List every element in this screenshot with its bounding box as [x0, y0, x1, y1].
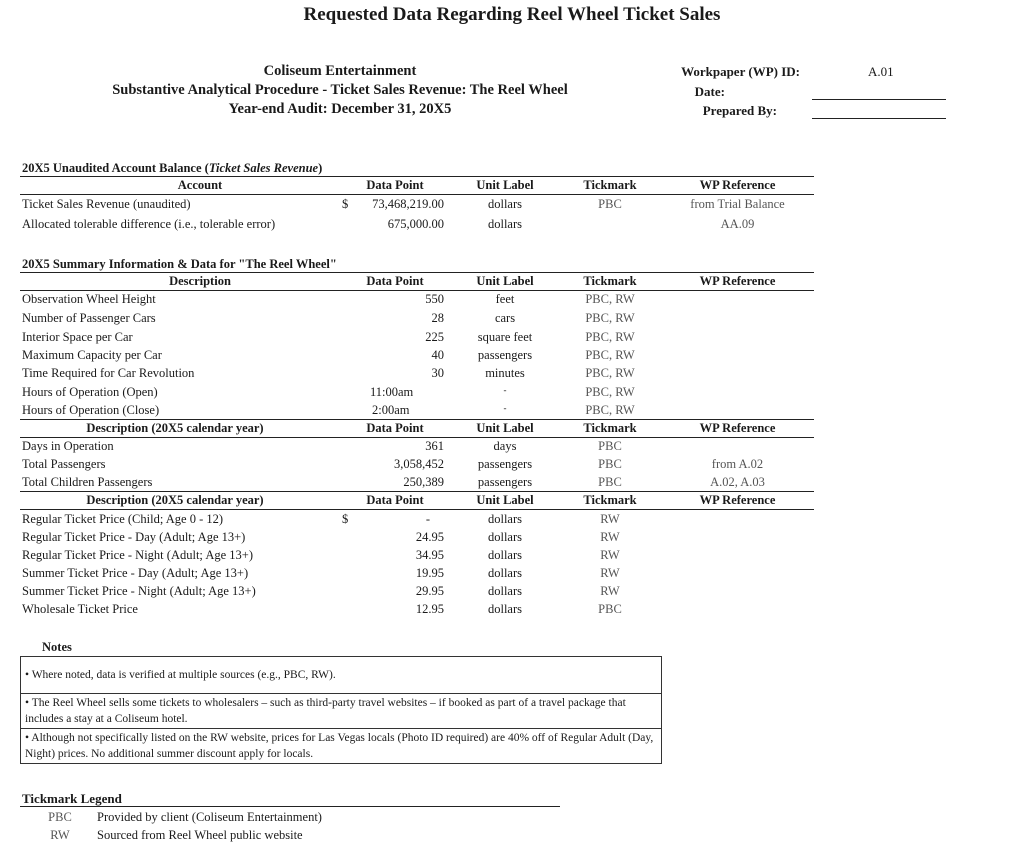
date-label: Date:	[694, 84, 725, 99]
s2-header-desc: Description	[169, 274, 231, 288]
table-row-desc: Interior Space per Car	[22, 330, 133, 344]
s4-header-wp: WP Reference	[699, 493, 776, 507]
table-row-data: 40	[431, 348, 444, 362]
table-row-desc: Number of Passenger Cars	[22, 311, 156, 325]
table-row-data: 11:00am	[370, 385, 414, 399]
table-row-unit: dollars	[487, 602, 523, 616]
table-row-wp: A.02, A.03	[710, 475, 765, 489]
legend-code: PBC	[48, 810, 72, 824]
table-row-data: 250,389	[403, 475, 444, 489]
table-row-tick: PBC, RW	[585, 330, 635, 344]
table-row-tick: RW	[600, 548, 620, 562]
audit-title: Year-end Audit: December 31, 20X5	[228, 101, 452, 117]
table-row-unit: -	[503, 403, 507, 413]
legend-desc: Sourced from Reel Wheel public website	[97, 828, 303, 842]
table-row-tick: RW	[600, 584, 620, 598]
table-row-tick: PBC, RW	[585, 366, 635, 380]
table-row-tick: PBC, RW	[585, 348, 635, 362]
s1-header-tick: Tickmark	[583, 178, 637, 192]
table-row-desc: Observation Wheel Height	[22, 292, 156, 306]
table-row-data: 361	[425, 439, 444, 453]
notes-title: Notes	[42, 640, 72, 654]
legend-code: RW	[50, 828, 70, 842]
table-row-tick: RW	[600, 512, 620, 526]
s4-header-data: Data Point	[366, 493, 424, 507]
currency-symbol: $	[342, 197, 349, 211]
table-row-data: 550	[425, 292, 444, 306]
legend-title: Tickmark Legend	[22, 791, 122, 806]
company-name: Coliseum Entertainment	[263, 63, 417, 79]
s1-header-data: Data Point	[366, 178, 424, 192]
notes-box	[20, 656, 662, 764]
table-row-unit: dollars	[487, 566, 523, 580]
table-row-tick: PBC, RW	[585, 403, 635, 417]
section1-title: 20X5 Unaudited Account Balance (Ticket Sales Revenue)	[22, 161, 323, 175]
table-row-unit: passengers	[477, 348, 533, 362]
wp-id-label: Workpaper (WP) ID:	[681, 64, 800, 79]
note-item: • Although not specifically listed on the RW website, prices for Las Vegas locals (Photo ID required) are 40% off of Regular Adult (Day, Night) prices. No additional summer discount apply for locals.	[25, 732, 654, 760]
table-row-desc: Total Passengers	[22, 457, 106, 471]
section2-title: 20X5 Summary Information & Data for "The Reel Wheel"	[22, 257, 337, 271]
legend-desc: Provided by client (Coliseum Entertainment)	[97, 810, 322, 824]
table-row-desc: Time Required for Car Revolution	[22, 366, 195, 380]
table-row-unit: dollars	[487, 217, 523, 231]
table-row-data: 30	[431, 366, 444, 380]
table-row-tick: PBC, RW	[585, 292, 635, 306]
table-row-data: 24.95	[415, 530, 444, 544]
table-row-desc: Hours of Operation (Open)	[22, 385, 158, 399]
procedure-title: Substantive Analytical Procedure - Ticket Sales Revenue: The Reel Wheel	[112, 82, 568, 98]
table-row-desc: Regular Ticket Price - Day (Adult; Age 13+)	[22, 530, 246, 544]
table-row-unit: passengers	[477, 475, 533, 489]
s1-header-unit: Unit Label	[476, 178, 534, 192]
s1-header-account: Account	[177, 178, 223, 192]
table-row-unit: days	[493, 439, 517, 453]
table-row-data: 3,058,452	[394, 457, 444, 471]
table-row-tick: PBC, RW	[585, 385, 635, 399]
table-row-desc: Summer Ticket Price - Day (Adult; Age 13+)	[22, 566, 249, 580]
table-row-data: 29.95	[415, 584, 444, 598]
table-row-unit: -	[503, 385, 507, 395]
table-row-unit: dollars	[487, 512, 523, 526]
s2-header-tick: Tickmark	[583, 274, 637, 288]
s4-header-tick: Tickmark	[583, 493, 637, 507]
table-row-data: 73,468,219.00	[372, 197, 444, 211]
table-row-wp: AA.09	[720, 217, 755, 231]
table-row-tick: RW	[600, 566, 620, 580]
table-row-desc: Regular Ticket Price - Night (Adult; Age 13+)	[22, 548, 253, 562]
s3-header-tick: Tickmark	[583, 421, 637, 435]
note-item: • The Reel Wheel sells some tickets to wholesalers – such as third-party travel websites – if booked as part of a travel package that includes a stay at a Coliseum hotel.	[21, 694, 661, 729]
page-title: Requested Data Regarding Reel Wheel Ticket Sales	[303, 4, 721, 25]
table-row-desc: Days in Operation	[22, 439, 114, 453]
table-row-tick: PBC	[598, 602, 622, 616]
table-row-tick: RW	[600, 530, 620, 544]
s2-header-wp: WP Reference	[699, 274, 776, 288]
table-row-unit: dollars	[487, 530, 523, 544]
table-row-unit: dollars	[487, 584, 523, 598]
table-row-desc: Hours of Operation (Close)	[22, 403, 160, 417]
table-row-unit: feet	[495, 292, 515, 306]
table-row-tick: PBC, RW	[585, 311, 635, 325]
table-row-tick: PBC	[598, 475, 622, 489]
table-row-wp: from A.02	[711, 457, 764, 471]
table-row-desc: Maximum Capacity per Car	[22, 348, 162, 362]
table-row-data: 19.95	[415, 566, 444, 580]
date-field[interactable]	[812, 99, 946, 100]
table-row-unit: minutes	[485, 366, 525, 380]
s4-header-desc: Description (20X5 calendar year)	[86, 493, 264, 507]
table-row-tick: PBC	[598, 457, 622, 471]
s3-header-unit: Unit Label	[476, 421, 534, 435]
table-row-tick: PBC	[598, 439, 622, 453]
s3-header-wp: WP Reference	[699, 421, 776, 435]
table-row-data: 2:00am	[372, 403, 410, 417]
table-row-desc: Wholesale Ticket Price	[22, 602, 138, 616]
table-row-desc: Total Children Passengers	[22, 475, 153, 489]
table-row-desc: Allocated tolerable difference (i.e., tolerable error)	[22, 217, 276, 231]
table-row-unit: dollars	[487, 548, 523, 562]
note-item: • Where noted, data is verified at multiple sources (e.g., PBC, RW).	[21, 657, 661, 694]
wp-id-value: A.01	[868, 64, 894, 79]
table-row-unit: cars	[494, 311, 516, 325]
s4-header-unit: Unit Label	[476, 493, 534, 507]
table-row-data: 12.95	[415, 602, 444, 616]
s2-header-data: Data Point	[366, 274, 424, 288]
table-row-unit: square feet	[477, 330, 533, 344]
table-row-unit: passengers	[477, 457, 533, 471]
table-row-tick: PBC	[598, 197, 622, 211]
table-row-desc: Regular Ticket Price (Child; Age 0 - 12)	[22, 512, 224, 526]
table-row-desc: Summer Ticket Price - Night (Adult; Age 13+)	[22, 584, 256, 598]
s3-header-desc: Description (20X5 calendar year)	[86, 421, 264, 435]
currency-symbol: $	[342, 512, 349, 526]
table-row-data: 28	[431, 311, 444, 325]
table-row-unit: dollars	[487, 197, 523, 211]
s2-header-unit: Unit Label	[476, 274, 534, 288]
prepared-by-field[interactable]	[812, 118, 946, 119]
table-row-wp: from Trial Balance	[690, 197, 785, 211]
table-row-data: 34.95	[415, 548, 444, 562]
table-row-data: 675,000.00	[387, 217, 444, 231]
table-row-desc: Ticket Sales Revenue (unaudited)	[22, 197, 191, 211]
s3-header-data: Data Point	[366, 421, 424, 435]
table-row-data: 225	[425, 330, 444, 344]
prepared-by-label: Prepared By:	[702, 103, 777, 118]
table-row-data: -	[425, 512, 430, 526]
s1-header-wp: WP Reference	[699, 178, 776, 192]
